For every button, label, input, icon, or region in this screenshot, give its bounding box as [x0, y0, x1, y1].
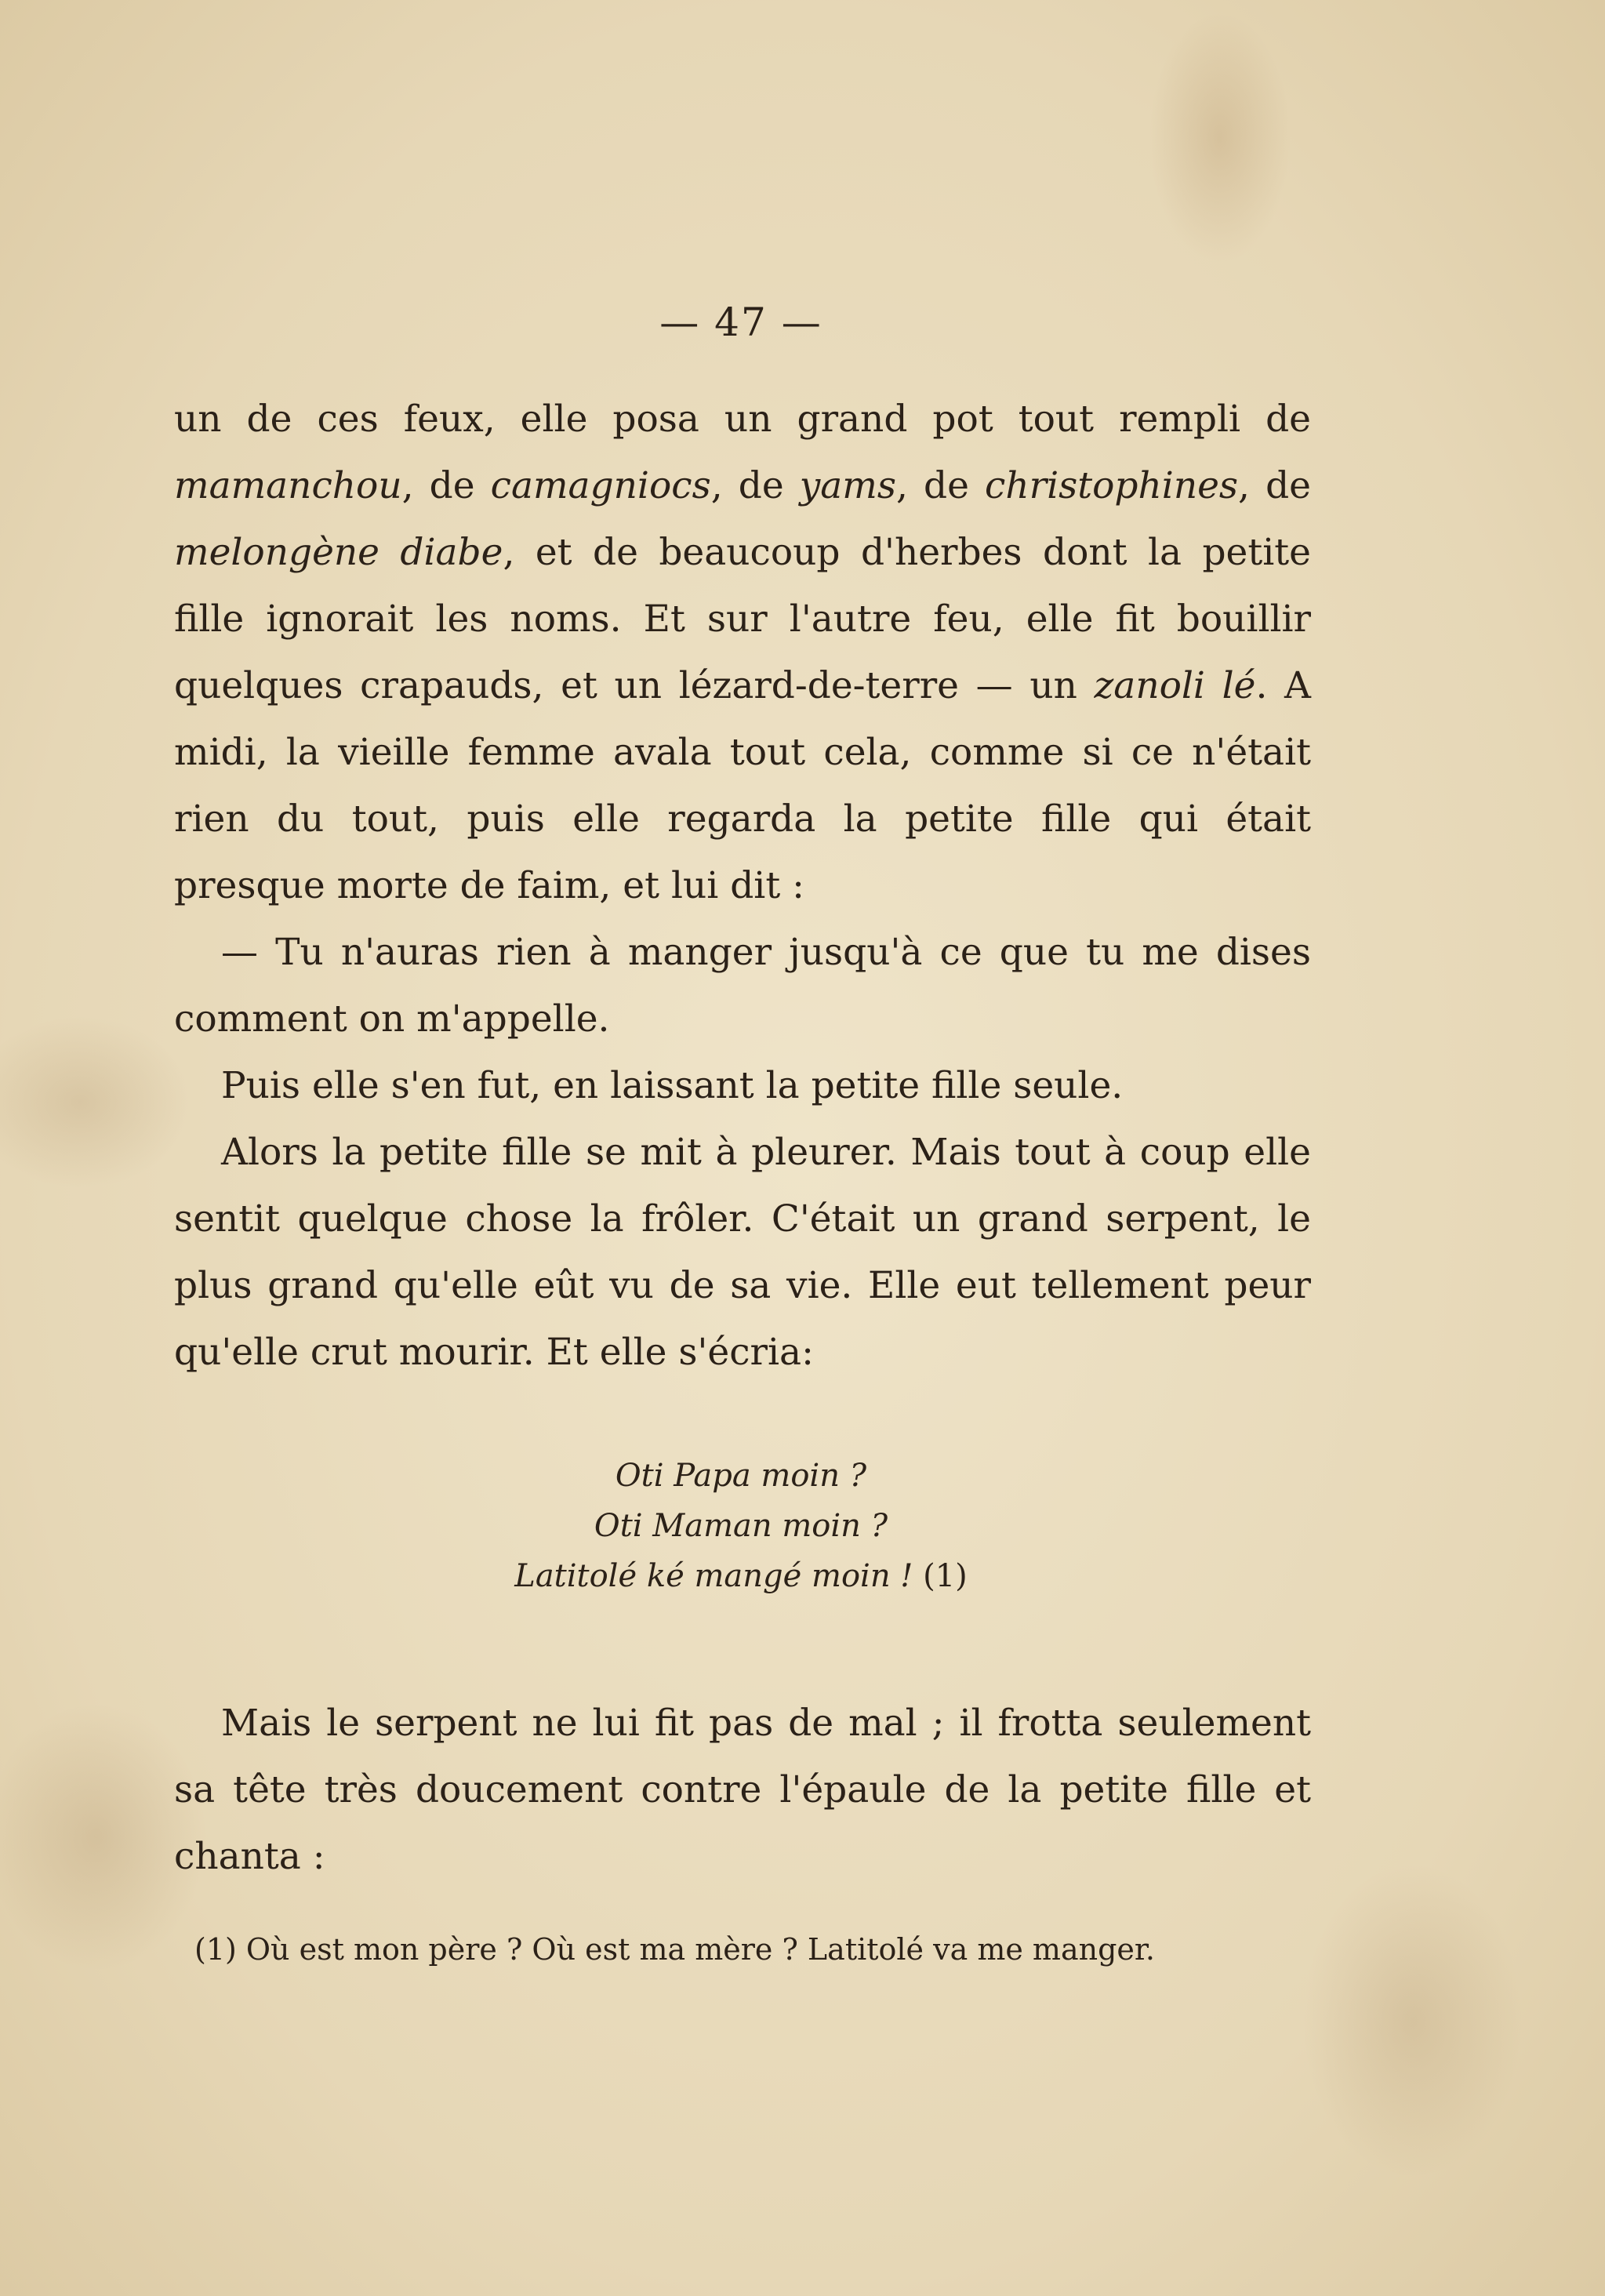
poem	[0, 1451, 1482, 1601]
poem-line-1: Oti Papa moin ?	[615, 1458, 867, 1494]
paragraph-1-text: . A midi, la vieille femme avala tout cela, comme si ce n'était rien du tout, puis elle regarda la petite fille qui était presque morte de faim, et lui dit :	[174, 664, 1311, 907]
term-melongene-diabe: melongène diabe	[174, 531, 503, 574]
term-mamanchou: mamanchou	[174, 464, 402, 507]
paragraph-1-text: un de ces feux, elle posa un grand pot tout rempli de	[174, 398, 1311, 441]
page-number: — 47 —	[659, 300, 822, 345]
separator: , de	[710, 464, 800, 507]
separator: , de	[896, 464, 986, 507]
separator: , de	[1238, 464, 1311, 507]
paragraph-1-text: , et de beaucoup d'herbes dont la petite fille ignorait les noms. Et sur l'autre feu, elle fit bouillir quelques crapauds, et un lézard-de-terre — un	[174, 531, 1311, 707]
poem-line-3-text: Latitolé ké mangé moin !	[514, 1558, 913, 1594]
paragraph-3: Puis elle s'en fut, en laissant la petite fille seule.	[221, 1064, 1124, 1107]
paragraph-4: Alors la petite fille se mit à pleurer. Mais tout à coup elle sentit quelque chose la frôler. C'était un grand serpent, le plus grand qu'elle eût vu de sa vie. Elle eut tellement peur qu'elle crut mourir. Et elle s'écria:	[174, 1131, 1311, 1374]
term-christophines: christophines	[985, 464, 1239, 507]
paragraph-5: Mais le serpent ne lui fit pas de mal ; il frotta seulement sa tête très doucement contre l'épaule de la petite fille et chanta :	[174, 1702, 1311, 1878]
term-yams: yams	[799, 464, 896, 507]
main-text-continued	[174, 1690, 1311, 1890]
footnote-reference: (1)	[913, 1558, 968, 1594]
footnote: (1) Où est mon père ? Où est ma mère ? Latitolé va me manger.	[194, 1932, 1155, 1967]
term-camagniocs: camagniocs	[490, 464, 711, 507]
term-zanoli-le: zanoli lé	[1094, 664, 1256, 707]
poem-line-2: Oti Maman moin ?	[594, 1508, 888, 1544]
paragraph-2: — Tu n'auras rien à manger jusqu'à ce que tu me dises comment on m'appelle.	[174, 931, 1311, 1041]
paragraph-1	[174, 386, 1311, 919]
poem-line-3	[0, 1551, 1482, 1601]
separator: , de	[401, 464, 491, 507]
main-text	[174, 386, 1311, 1386]
